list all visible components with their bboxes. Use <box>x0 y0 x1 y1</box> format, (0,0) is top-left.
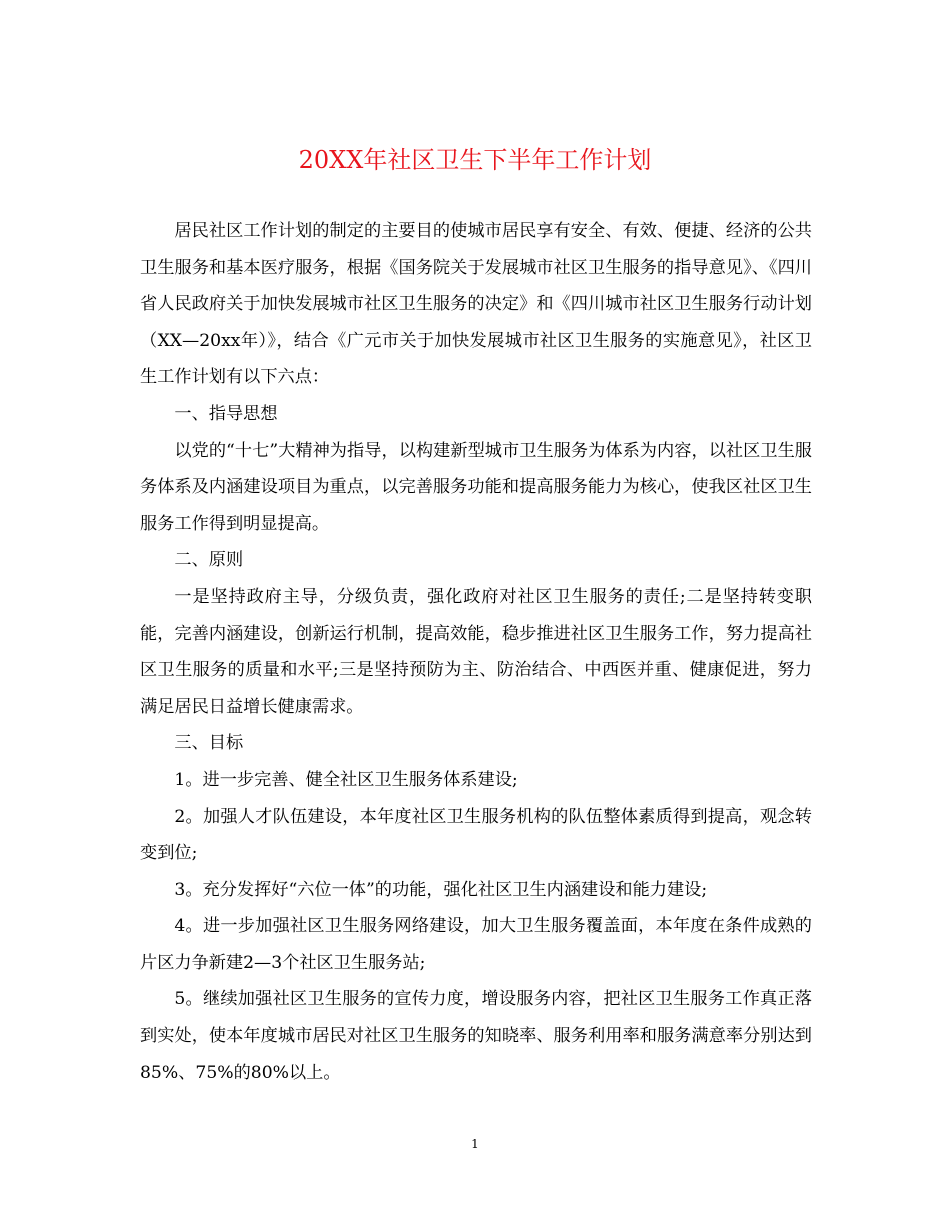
goal-item-4: 4。进一步加强社区卫生服务网络建设，加大卫生服务覆盖面，本年度在条件成熟的片区力争新建2—3个社区卫生服务站; <box>140 916 812 973</box>
guiding-ideology-paragraph: 以党的“十七”大精神为指导，以构建新型城市卫生服务为体系为内容，以社区卫生服务体系及内涵建设项目为重点，以完善服务功能和提高服务能力为核心，使我区社区卫生服务工作得到明显提高。 <box>140 440 812 534</box>
page-number: 1 <box>471 1137 479 1151</box>
section-heading-guiding-ideology: 一、指导思想 <box>174 403 278 424</box>
goal-item-3: 3。充分发挥好“六位一体”的功能，强化社区卫生内涵建设和能力建设; <box>174 879 708 900</box>
section-heading-principles: 二、原则 <box>174 550 244 571</box>
document-body <box>140 213 812 1091</box>
goal-item-2: 2。加强人才队伍建设，本年度社区卫生服务机构的队伍整体素质得到提高，观念转变到位; <box>140 806 812 864</box>
goal-item-1: 1。进一步完善、健全社区卫生服务体系建设; <box>174 769 518 790</box>
section-heading-goals: 三、目标 <box>174 733 244 754</box>
goal-item-5: 5。继续加强社区卫生服务的宣传力度，增设服务内容，把社区卫生服务工作真正落到实处，使本年度城市居民对社区卫生服务的知晓率、服务利用率和服务满意率分别达到85%、75%的80%以上。 <box>140 989 812 1083</box>
document-title: 20XX年社区卫生下半年工作计划 <box>298 146 652 174</box>
principles-paragraph: 一是坚持政府主导，分级负责，强化政府对社区卫生服务的责任;二是坚持转变职能，完善内涵建设，创新运行机制，提高效能，稳步推进社区卫生服务工作，努力提高社区卫生服务的质量和水平;三是坚持预防为主、防治结合、中西医并重、健康促进，努力满足居民日益增长健康需求。 <box>140 586 812 717</box>
intro-paragraph: 居民社区工作计划的制定的主要目的使城市居民享有安全、有效、便捷、经济的公共卫生服务和基本医疗服务，根据《国务院关于发展城市社区卫生服务的指导意见》、《四川省人民政府关于加快发展城市社区卫生服务的决定》和《四川城市社区卫生服务行动计划（XX—20xx年）》，结合《广元市关于加快发展城市社区卫生服务的实施意见》，社区卫生工作计划有以下六点： <box>140 221 812 388</box>
